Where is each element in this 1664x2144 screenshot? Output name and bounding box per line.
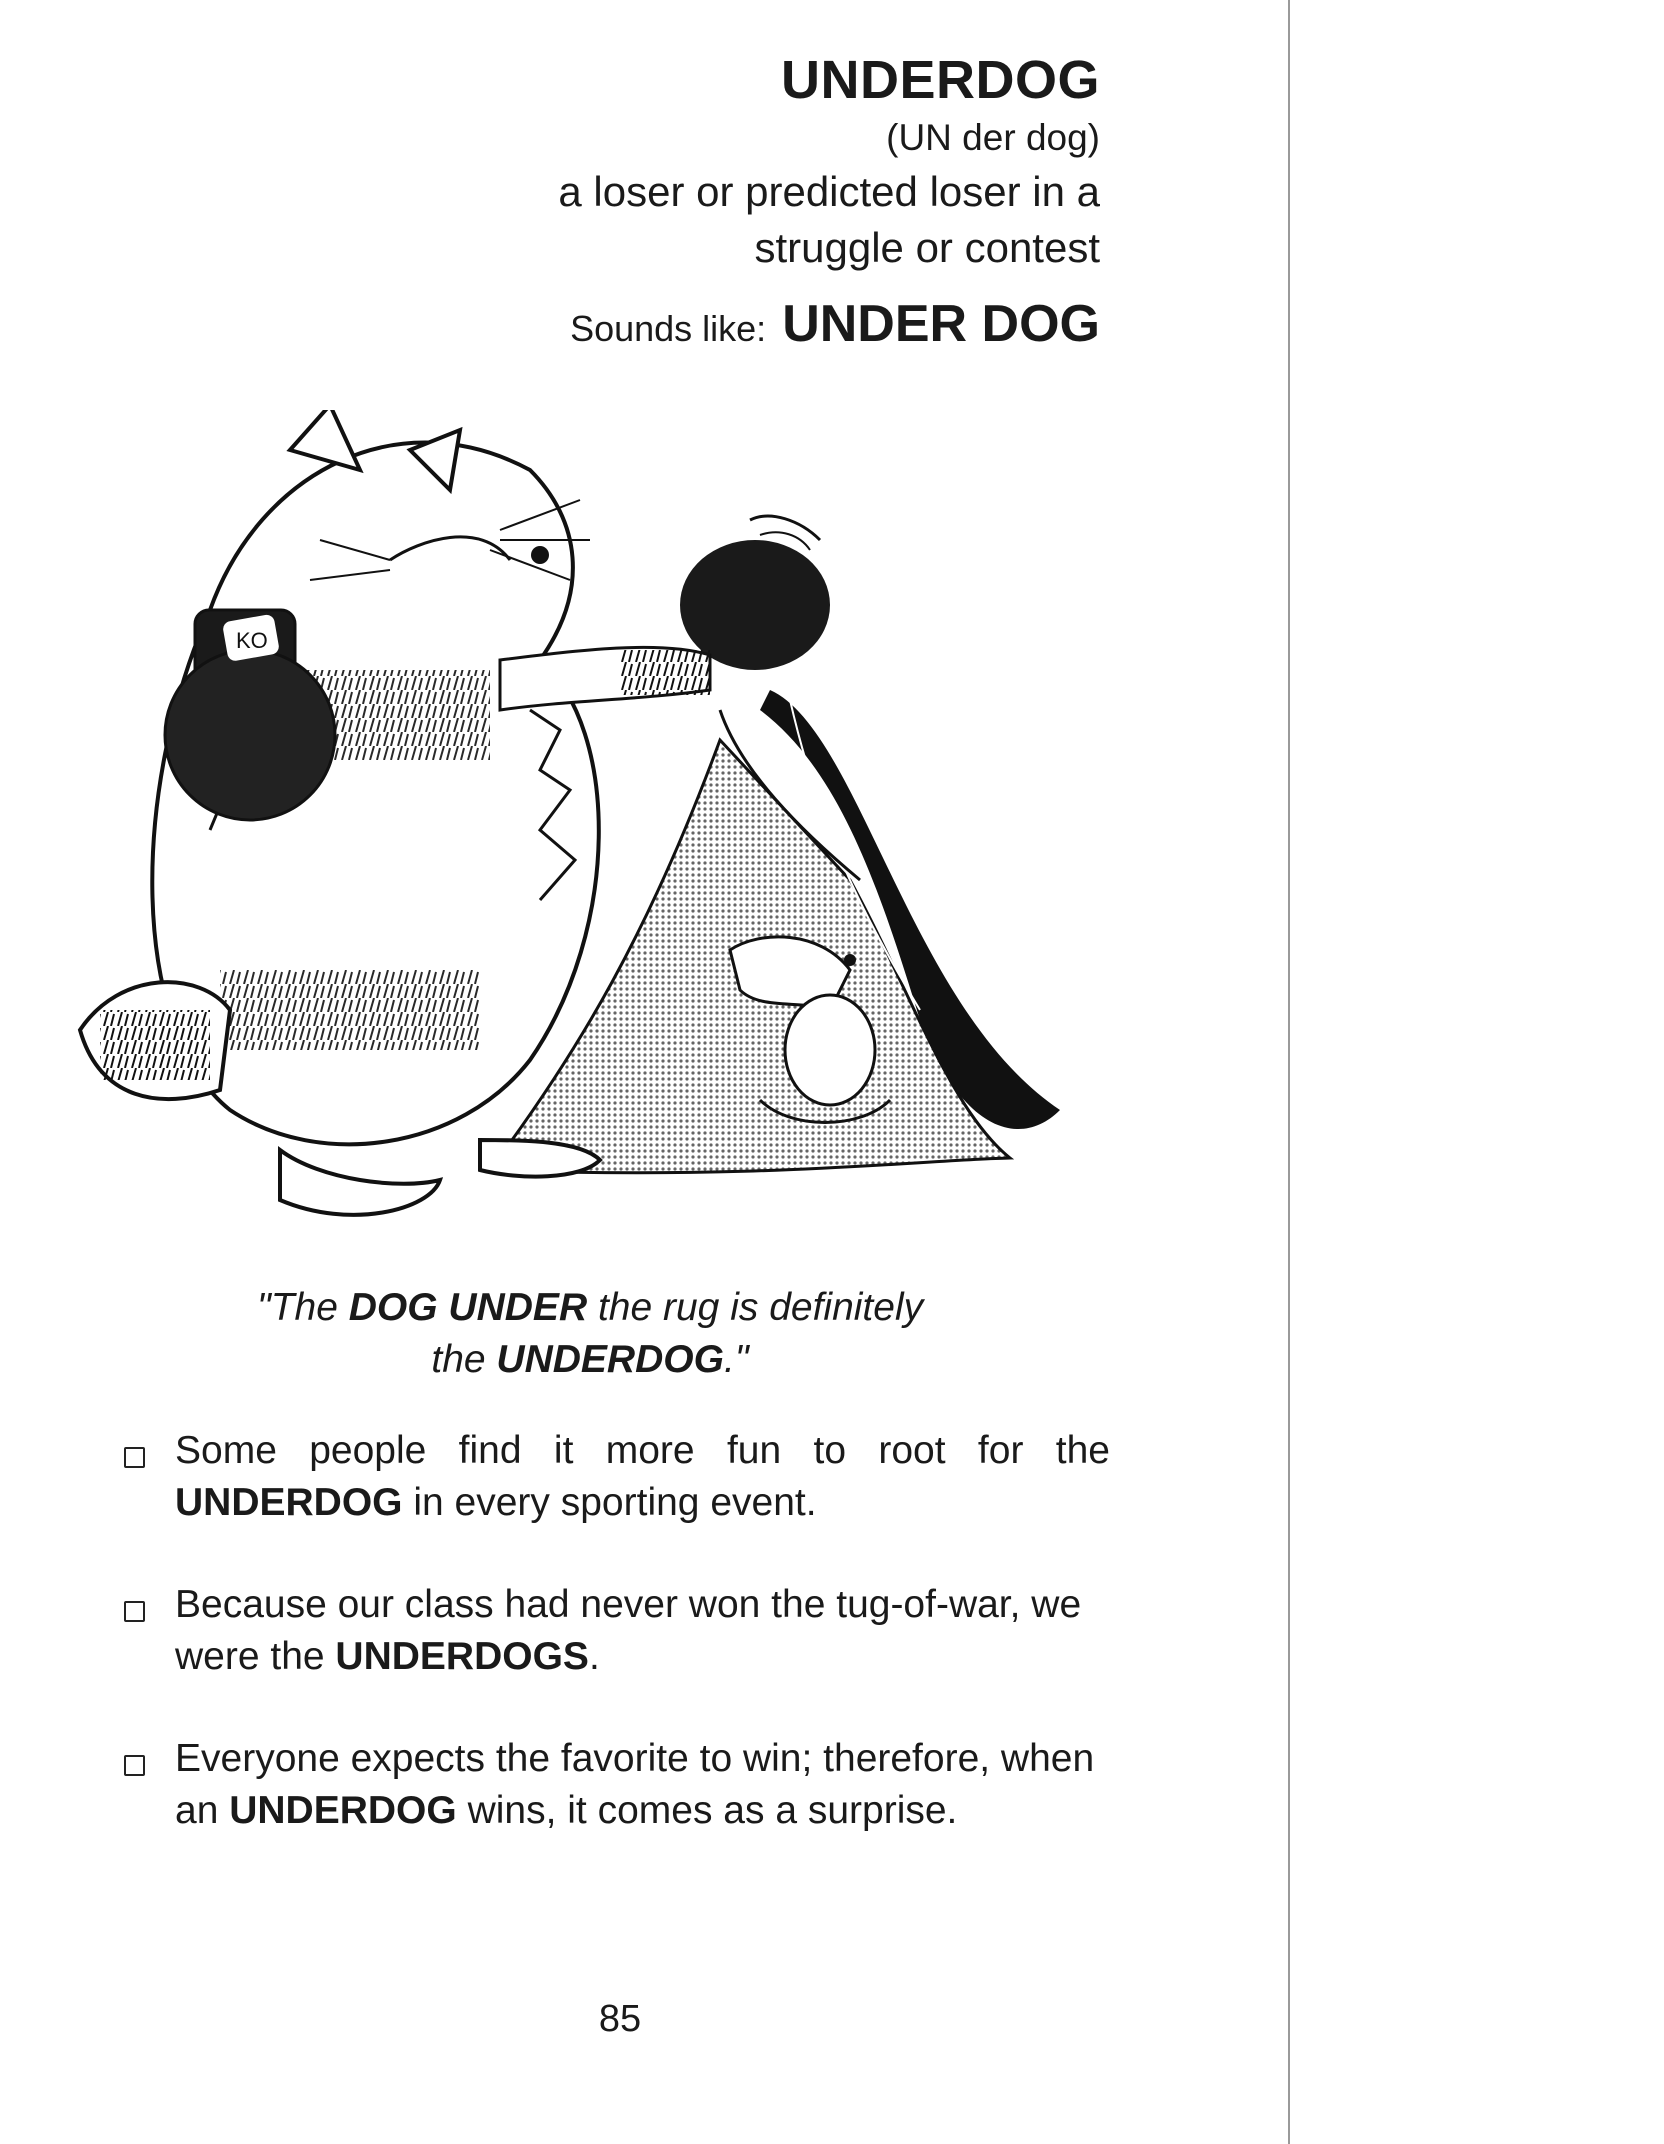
checkbox-bullet-icon (124, 1601, 145, 1622)
entry-header (558, 48, 1100, 359)
example-list (120, 1425, 1110, 1887)
checkbox-bullet-icon (124, 1447, 145, 1468)
caption-text-2: the rug is definitely (587, 1286, 924, 1329)
caption-bold-2: UNDERDOG (496, 1338, 724, 1381)
entry-word: UNDERDOG (780, 50, 1100, 110)
caption-text-4: ." (723, 1338, 749, 1381)
caption-text-1: "The (256, 1286, 349, 1329)
sounds-like-label: Sounds like: (570, 308, 767, 349)
example-item: Everyone expects the favorite to win; therefore, when an UNDERDOG wins, it comes as a surprise. (120, 1733, 1110, 1837)
caption (180, 1282, 1000, 1386)
ko-label: KO (236, 628, 268, 653)
checkbox-bullet-icon (124, 1755, 145, 1776)
caption-text-3: the (431, 1338, 497, 1381)
example-item: Some people find it more fun to root for the UNDERDOG in every sporting event. (120, 1425, 1110, 1529)
page-edge-line (1288, 0, 1290, 2144)
sounds-like (558, 294, 1100, 359)
page-number: 85 (598, 1998, 642, 2040)
sounds-like-value: UNDER DOG (782, 295, 1100, 353)
definition-line-1: a loser or predicted loser in a (558, 168, 1100, 215)
definition-line-2: struggle or contest (754, 224, 1100, 271)
example-item: Because our class had never won the tug-of-war, we were the UNDERDOGS. (120, 1579, 1110, 1683)
caption-bold-1: DOG UNDER (348, 1286, 588, 1329)
pronunciation: (UN der dog) (886, 117, 1100, 158)
cartoon-illustration (60, 410, 1160, 1250)
